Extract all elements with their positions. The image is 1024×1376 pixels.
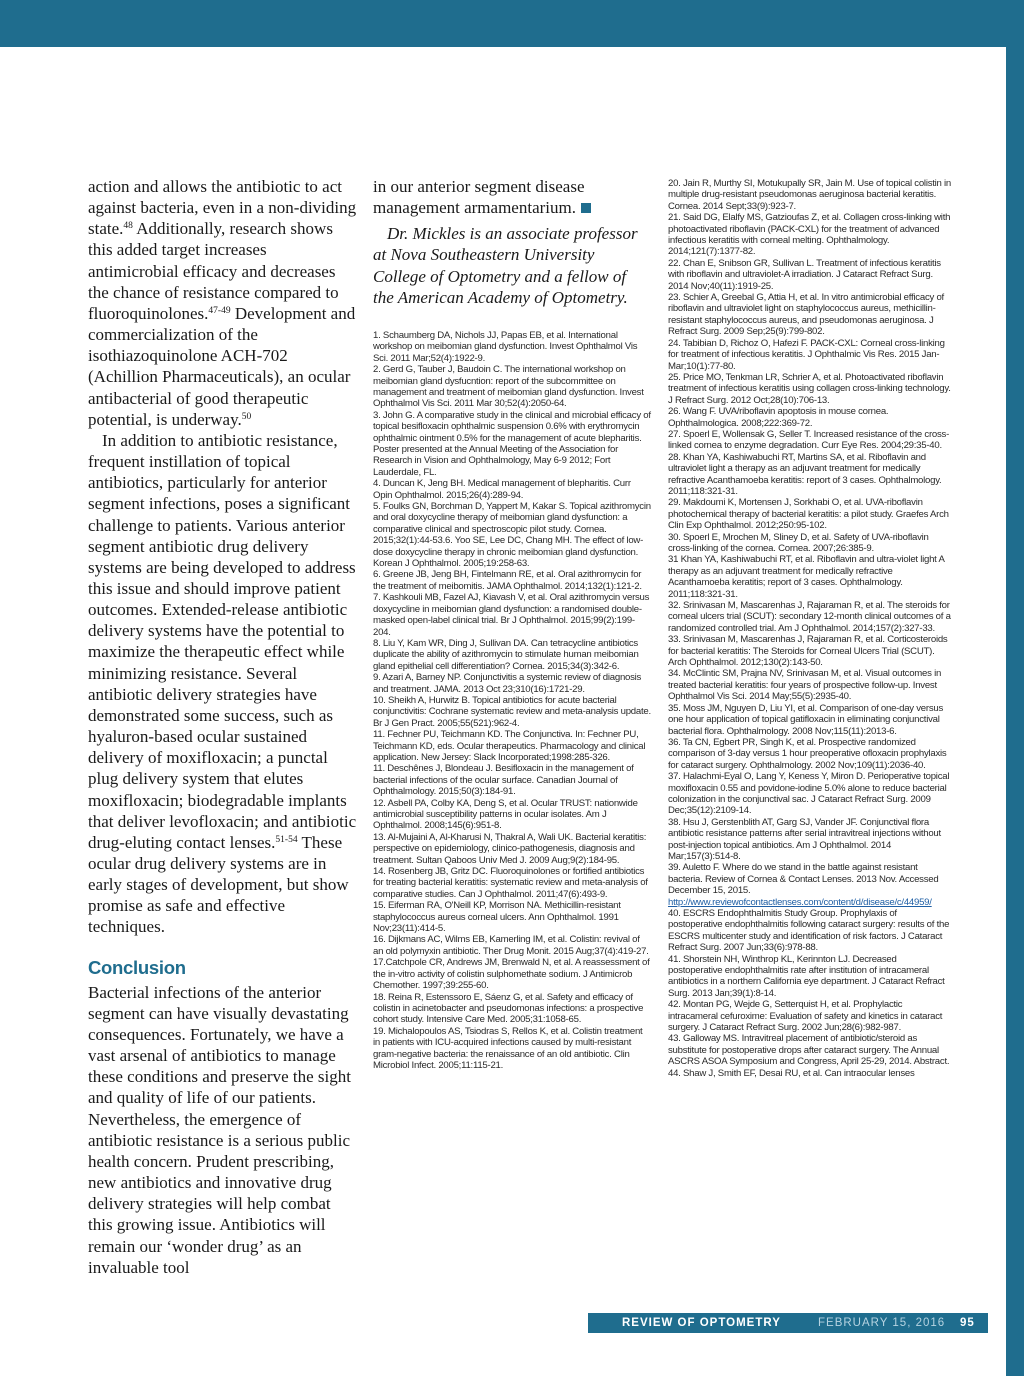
body-paragraph: In addition to antibiotic resistance, frequent instillation of topical antibiotics, particularly for anterior segment infections, poses a significant challenge to patients. Various anterior segment antibiotic drug delivery systems are being developed to address this issue and should improve patient outcomes. Extended-release antibiotic delivery systems have the potential to maximize the therapeutic effect while minimizing resistance. Several antibiotic delivery strategies have demonstrated some success, such as hyaluron-based ocular sustained delivery of moxifloxacin; a punctal plug delivery system that elutes moxifloxacin; biodegradable implants that deliver levofloxacin; and antibiotic drug-eluting contact lenses.$^{51-54}$ These ocular drug delivery systems are in early stages of development, but show promise as safe and effective techniques. — [88, 430, 357, 937]
reference-item: 6. Greene JB, Jeng BH, Fintelmann RE, et al. Oral azithromycin for the treatment of meibomitis. JAMA Ophthalmol. 2014;132(1):121-2. — [373, 569, 642, 592]
author-bio: Dr. Mickles is an associate professor at Nova Southeastern University College of Optometry and a fellow of the American Academy of Optometry. — [373, 224, 638, 307]
reference-item: 30. Spoerl E, Mrochen M, Sliney D, et al. Safety of UVA-riboflavin cross-linking of the cornea. Cornea. 2007;26:385-9. — [668, 531, 929, 554]
reference-item: 32. Srinivasan M, Mascarenhas J, Rajaraman R, et al. The steroids for corneal ulcers trial (SCUT): secondary 12-month clinical outcomes of a randomized controlled trial. Am J Ophthalmol. 2014;157(2):327-33. — [668, 600, 951, 634]
reference-list — [668, 862, 952, 908]
reference-item: 26. Wang F. UVA/riboflavin apoptosis in mouse cornea. Ophthalmologica. 2008;222:369-72. — [668, 406, 889, 429]
reference-item: 11. Fechner PU, Teichmann KD. The Conjunctiva. In: Fechner PU, Teichmann KD, eds. Ocular therapeutics. Pharmacology and clinical application. New Jersey: Slack Incorporated;1998:285-326. — [373, 729, 646, 763]
reference-list — [668, 908, 952, 1079]
reference-item: 39. Auletto F. Where do we stand in the battle against resistant bacteria. Review of Cornea & Contact Lenses. 2013 Nov. Accessed December 15, 2015. http://www.reviewofcontactlenses.com/content/d/disease/c/44959/ — [668, 862, 939, 908]
publication-name: REVIEW OF OPTOMETRY — [622, 1317, 781, 1329]
reference-item: 21. Said DG, Elalfy MS, Gatzioufas Z, et al. Collagen cross-linking with photoactivated riboflavin (PACK-CXL) for the treatment of advanced infectious keratitis with corneal melting. Ophthalmology. 2014;121(7):1377-82. — [668, 212, 951, 258]
reference-list — [373, 330, 651, 1071]
reference-item: 33. Srinivasan M, Mascarenhas J, Rajaraman R, et al. Corticosteroids for bacterial keratitis: The Steroids for Corneal Ulcers Trial (SCUT). Arch Ophthalmol. 2012;130(2):143-50. — [668, 634, 948, 669]
body-paragraph: action and allows the antibiotic to act against bacteria, even in a non-dividing state.$^{48}$ Additionally, research shows this added target increases antimicrobial efficacy and decreases the chance of resistance compared to fluoroquinolones.$^{47-49}$ Development and commercialization of the isothiazoquinolone ACH-702 (Achillion Pharmaceuticals), an ocular antibacterial of good therapeutic potential, is underway.$^{50}$ — [88, 177, 357, 429]
citation: 50 — [241, 411, 252, 422]
reference-item: 13. Al-Mujaini A, Al-Kharusi N, Thakral A, Wali UK. Bacterial keratitis: perspective on epidemiology, clinico-pathogenesis, diagnosis and treatment. Sultan Qaboos Univ Med J. 2009 Aug;9(2):184-95. — [373, 831, 647, 866]
reference-list — [668, 178, 952, 862]
reference-item: 5. Foulks GN, Borchman D, Yappert M, Kakar S. Topical azithromycin and oral doxycycline therapy of meibomian gland dysfunction: a comparative clinical and spectroscopic pilot study. Cornea. 2015;32(1):44-53.6. Yoo SE, Lee DC, Chang MH. The effect of low-dose doxycycline therapy in chronic meibomian gland dysfunction. Korean J Ophthalmol. 2005;19:258-63. — [373, 501, 651, 570]
page-footer — [588, 1313, 988, 1333]
reference-item: 37. Halachmi-Eyal O, Lang Y, Keness Y, Miron D. Perioperative topical moxifloxacin 0.55 and povidone-iodine 5.0% alone to reduce bacterial colonization in the conjunctival sac. J Cataract Refract Surg. 2009 Dec;35(12):2109-14. — [668, 771, 950, 817]
reference-item: 40. ESCRS Endophthalmitis Study Group. Prophylaxis of postoperative endophthalmitis following cataract surgery: results of the ESCRS multicenter study and identification of risk factors. J Cataract Refract Surg. 2007 Jun;33(6):978-88. — [668, 908, 950, 954]
article-column-1 — [88, 176, 358, 1278]
reference-item: 11. Deschênes J, Blondeau J. Besifloxacin in the management of bacterial infections of the ocular surface. Canadian Journal of Ophthalmology. 2015;50(3):184-91. — [373, 763, 634, 798]
reference-item: 35. Moss JM, Nguyen D, Liu YI, et al. Comparison of one-day versus one hour application of topical gatifloxacin in eliminating conjunctival bacterial flora. Ophthalmology. 2008 Nov;115(11):2013-6. — [668, 702, 943, 737]
reference-item: 3. John G. A comparative study in the clinical and microbial efficacy of topical besifloxacin ophthalmic suspension 0.6% with erythromycin ophthalmic ointment 0.5% for the management of acute blepharitis. Poster presented at the Annual Meeting of the Association for Research in Vision and Ophthalmology, May 6-9 2012; Fort Lauderdale, FL. — [373, 409, 651, 478]
reference-item: 20. Jain R, Murthy SI, Motukupally SR, Jain M. Use of topical colistin in multiple drug-resistant pseudomonas aeruginosa bacterial keratitis. Cornea. 2014 Sept;33(9):923-7. — [668, 178, 952, 212]
reference-item: 42. Montan PG, Wejde G, Setterquist H, et al. Prophylactic intracameral cefuroxime: Evaluation of safety and kinetics in cataract surgery. J Cataract Refract Surg. 2002 Jun;28(6):982-987. — [668, 999, 943, 1034]
reference-item: 4. Duncan K, Jeng BH. Medical management of blepharitis. Curr Opin Ophthalmol. 2015;26(4):289-94. — [373, 478, 631, 501]
reference-item: 29. Makdoumi K, Mortensen J, Sorkhabi O, et al. UVA-riboflavin photochemical therapy of bacterial keratitis: a pilot study. Graefes Arch Clin Exp Ophthalmol. 2012;250:95-102. — [668, 497, 949, 532]
reference-item: 18. Reina R, Estenssoro E, Sáenz G, et al. Safety and efficacy of colistin in acinetobacter and pseudomonas infections: a prospective cohort study. Intensive Care Med. 2005;31:1058-65. — [373, 991, 644, 1026]
reference-item: 44. Shaw J, Smith EF, Desai RU, et al. Can intraocular lenses — [668, 1067, 915, 1079]
page-number: 95 — [960, 1317, 975, 1329]
citation: 48 — [123, 221, 133, 232]
reference-item: 27. Spoerl E, Wollensak G, Seller T. Increased resistance of the cross-linked cornea to enzyme degradation. Curr Eye Res. 2004;29:35-40. — [668, 428, 950, 452]
right-accent-bar — [1006, 47, 1024, 1376]
reference-item: 43. Galloway MS. Intravitreal placement of antibiotic/steroid as substitute for postoperative drops after cataract surgery. The Annual ASCRS ASOA Symposium and Congress, April 25-29, 2014. Abstract. — [668, 1033, 950, 1068]
section-heading: Conclusion — [88, 956, 186, 978]
reference-item: 9. Azari A, Barney NP. Conjunctivitis a systemic review of diagnosis and treatment. JAMA. 2013 Oct 23;310(16):1721-29. — [373, 672, 642, 695]
reference-item: 24. Tabibian D, Richoz O, Hafezi F. PACK-CXL: Corneal cross-linking for treatment of infectious keratitis. J Ophthalmic Vis Res. 2015 Jan-Mar;10(1):77-80. — [668, 337, 945, 372]
reference-item: 22. Chan E, Snibson GR, Sullivan L. Treatment of infectious keratitis with riboflavin and ultraviolet-A irradiation. J Cataract Refract Surg. 2014 Nov;40(11):1919-25. — [668, 257, 941, 292]
end-of-article-icon — [581, 203, 591, 213]
reference-item: 36. Ta CN, Egbert PR, Singh K, et al. Prospective randomized comparison of 3-day versus 1 hour preoperative ofloxacin prophylaxis for cataract surgery. Ophthalmology. 2002 Nov;109(11):2036-40. — [668, 736, 947, 771]
reference-item: 25. Price MO, Tenkman LR, Schrier A, et al. Photoactivated riboflavin treatment of infectious keratitis using collagen cross-linking technology. J Refract Surg. 2012 Oct;28(10):706-13. — [668, 371, 951, 406]
reference-item: 12. Asbell PA, Colby KA, Deng S, et al. Ocular TRUST: nationwide antimicrobial susceptibility patterns in ocular isolates. Am J Ophthalmol. 2008;145(6):951-8. — [373, 797, 638, 832]
reference-item: 7. Kashkouli MB, Fazel AJ, Kiavash V, et al. Oral azithromycin versus doxycycline in meibomian gland dysfunction: a randomised double-masked open-label clinical trial. Br J Ophthalmol. 2015;99(2):199-204. — [373, 592, 650, 638]
body-paragraph: in our anterior segment disease management armamentarium. — [373, 176, 651, 218]
reference-item: 2. Gerd G, Tauber J, Baudoin C. The international workshop on meibomian gland dysfucntion: report of the subcommittee on management and treatment of meibomian gland dysfunction. Invest Ophthalmol Vis Sci. 2011 Mar 30;52(4):2050-64. — [373, 364, 644, 410]
reference-item: 34. McClintic SM, Prajna NV, Srinivasan M, et al. Visual outcomes in treated bacterial keratitis: four years of prospective follow-up. Invest Ophthalmol Vis Sci. 2014 May;55(5):2935-40. — [668, 668, 942, 703]
body-paragraph: Bacterial infections of the anterior segment can have visually devastating consequences. Fortunately, we have a vast arsenal of antibiotics to manage these conditions and preserve the sight and quality of life of our patients. Nevertheless, the emergence of antibiotic resistance is a serious public health concern. Prudent prescribing, new antibiotics and innovative drug delivery strategies will help combat this growing issue. Antibiotics will remain our ‘wonder drug’ as an invaluable tool — [88, 982, 351, 1277]
reference-item: 8. Liu Y, Kam WR, Ding J, Sullivan DA. Can tetracycline antibiotics duplicate the ability of azithromycin to stimulate human meibomian gland epithelial cell differentiation? Cornea. 2015;34(3):342-6. — [373, 637, 639, 672]
reference-item: 38. Hsu J, Gerstenblith AT, Garg SJ, Vander JF. Conjunctival flora antibiotic resistance patterns after serial intravitreal injections without post-injection topical antibiotics. Am J Ophthalmol. 2014 Mar;157(3):514-8. — [668, 816, 941, 862]
reference-item: 19. Michalopoulos AS, Tsiodras S, Rellos K, et al. Colistin treatment in patients with ICU-acquired infections caused by multi-resistant gram-negative bacteria: the renaissance of an old antibiotic. Clin Microbiol Infect. 2005;11:115-21. — [373, 1025, 643, 1071]
reference-item: 17.Catchpole CR, Andrews JM, Brenwald N, et al. A reassessment of the in-vitro activity of colistin sulphomethate sodium. J Antimicrob Chemother. 1997;39:255-60. — [373, 957, 650, 992]
issue-date: FEBRUARY 15, 2016 — [818, 1317, 946, 1329]
reference-item: 14. Rosenberg JB, Gritz DC. Fluoroquinolones or fortified antibiotics for treating bacterial keratitis: systematic review and meta-analysis of comparative studies. Can J Ophthalmol. 2011;47(6):493-9. — [373, 866, 648, 900]
citation: 51-54 — [275, 834, 298, 845]
citation: 47-49 — [208, 305, 231, 316]
reference-item: 1. Schaumberg DA, Nichols JJ, Papas EB, et al. International workshop on meibomian gland dysfunction. Invest Ophthalmol Vis Sci. 2011 Mar;52(4):1922-9. — [373, 329, 638, 364]
reference-item: 15. Eiferman RA, O'Neill KP, Morrison NA. Methicillin-resistant staphylococcus aureus corneal ulcers. Ann Ophthalmol. 1991 Nov;23(11):414-5. — [373, 900, 621, 935]
reference-item: 31 Khan YA, Kashiwabuchi RT, et al. Riboflavin and ultra-violet light A therapy as an adjuvant treatment for medically refractive Acanthamoeba keratitis; report of 3 cases. Ophthalmology. 2011;118:321-31. — [668, 554, 945, 600]
reference-item: 10. Sheikh A, Hurwitz B. Topical antibiotics for acute bacterial conjunctivitis: Cochrane systematic review and meta-analysis update. Br J Gen Pract. 2005;55(521):962-4. — [373, 694, 651, 729]
reference-item: 28. Khan YA, Kashiwabuchi RT, Martins SA, et al. Riboflavin and ultraviolet light a therapy as an adjuvant treatment for medically refractive Acanthamoeba keratitis: report of 3 cases. Ophthalmology. 2011;118:321-31. — [668, 451, 942, 497]
reference-item: 23. Schier A, Greebal G, Attia H, et al. In vitro antimicrobial efficacy of riboflavin and ultraviolet light on staphylococcus aureus, methicillin-resistant staphylococcus aureus, and pseudomonas aeruginosa. J Refract Surg. 2009 Sep;25(9):799-802. — [668, 292, 944, 338]
reference-item: 41. Shorstein NH, Winthrop KL, Kerinnton LJ. Decreased postoperative endophthalmitis rate after institution of intracameral antibiotics in a northern California eye department. J Cataract Refract Surg. 2013 Jan;39(1):8-14. — [668, 953, 945, 999]
article-column-3 — [668, 178, 952, 1079]
reference-link[interactable]: http://www.reviewofcontactlenses.com/content/d/disease/c/44959/ — [668, 896, 932, 908]
top-accent-bar — [0, 0, 1024, 47]
article-column-2 — [373, 176, 651, 1071]
reference-item: 16. Dijkmans AC, Wilms EB, Kamerling IM, et al. Colistin: revival of an old polymyxin antibiotic. Ther Drug Monit. 2015 Aug;37(4):419-27. — [373, 934, 649, 957]
